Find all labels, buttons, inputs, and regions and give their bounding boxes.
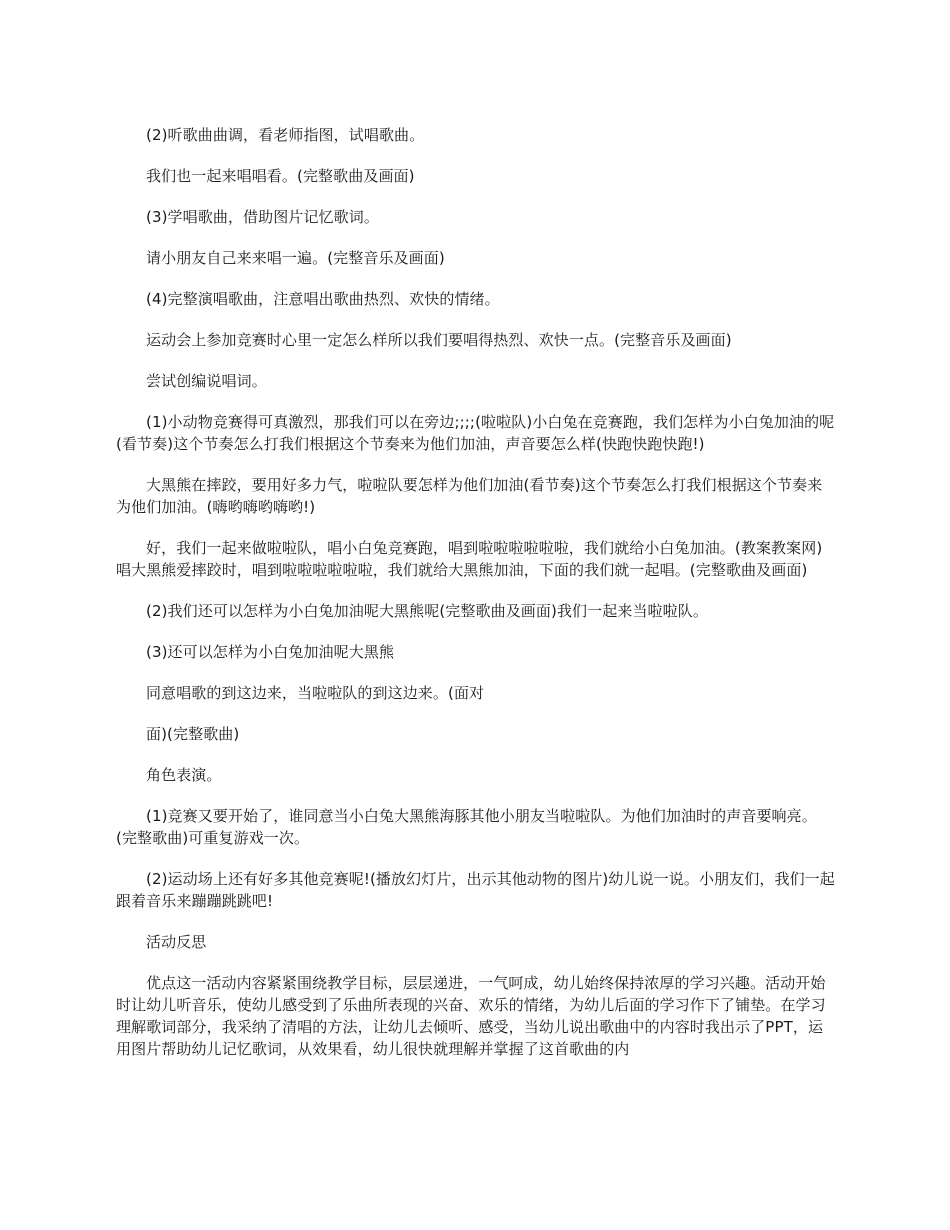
paragraph-7: 尝试创编说唱词。 <box>146 372 267 390</box>
paragraph-14: 面)(完整歌曲) <box>146 725 240 743</box>
paragraph-5: (4)完整演唱歌曲，注意唱出歌曲热烈、欢快的情绪。 <box>146 290 500 308</box>
paragraph-2: 我们也一起来唱唱看。(完整歌曲及画面) <box>146 167 415 185</box>
paragraph-18: 活动反思 <box>146 933 207 951</box>
paragraph-3: (3)学唱歌曲，借助图片记忆歌词。 <box>146 208 379 226</box>
paragraph-13: 同意唱歌的到这边来，当啦啦队的到这边来。(面对 <box>146 684 485 702</box>
paragraph-6: 运动会上参加竞赛时心里一定怎么样所以我们要唱得热烈、欢快一点。(完整音乐及画面) <box>146 331 732 349</box>
paragraph-15: 角色表演。 <box>146 766 222 784</box>
paragraph-1: (2)听歌曲曲调，看老师指图，试唱歌曲。 <box>146 126 425 144</box>
paragraph-8: (1)小动物竞赛得可真激烈，那我们可以在旁边;;;;(啦啦队)小白兔在竞赛跑，我们怎样为小白兔加油的呢(看节奏)这个节奏怎么打我们根据这个节奏来为他们加油，声音要怎么样(快跑快跑快跑!) <box>116 413 835 453</box>
paragraph-12: (3)还可以怎样为小白兔加油呢大黑熊 <box>146 643 395 661</box>
paragraph-17: (2)运动场上还有好多其他竞赛呢!(播放幻灯片，出示其他动物的图片)幼儿说一说。小朋友们，我们一起跟着音乐来蹦蹦跳跳吧! <box>116 870 835 910</box>
document-page <box>116 124 836 1079</box>
paragraph-19: 优点这一活动内容紧紧围绕教学目标，层层递进，一气呵成，幼儿始终保持浓厚的学习兴趣。活动开始时让幼儿听音乐，使幼儿感受到了乐曲所表现的兴奋、欢乐的情绪，为幼儿后面的学习作下了铺垫。在学习理解歌词部分，我采纳了清唱的方法，让幼儿去倾听、感受，当幼儿说出歌曲中的内容时我出示了PPT，运用图片帮助幼儿记忆歌词，从效果看，幼儿很快就理解并掌握了这首歌曲的内 <box>116 974 826 1058</box>
paragraph-10: 好，我们一起来做啦啦队，唱小白兔竞赛跑，唱到啦啦啦啦啦啦，我们就给小白兔加油。(教案教案网)唱大黑熊爱摔跤时，唱到啦啦啦啦啦啦，我们就给大黑熊加油，下面的我们就一起唱。(完整歌曲及画面) <box>116 539 823 579</box>
paragraph-16: (1)竞赛又要开始了，谁同意当小白兔大黑熊海豚其他小朋友当啦啦队。为他们加油时的声音要响亮。(完整歌曲)可重复游戏一次。 <box>116 807 817 847</box>
paragraph-4: 请小朋友自己来来唱一遍。(完整音乐及画面) <box>146 249 445 267</box>
paragraph-11: (2)我们还可以怎样为小白兔加油呢大黑熊呢(完整歌曲及画面)我们一起来当啦啦队。 <box>146 602 708 620</box>
paragraph-9: 大黑熊在摔跤，要用好多力气，啦啦队要怎样为他们加油(看节奏)这个节奏怎么打我们根据这个节奏来为他们加油。(嗨哟嗨哟嗨哟!) <box>116 476 823 516</box>
